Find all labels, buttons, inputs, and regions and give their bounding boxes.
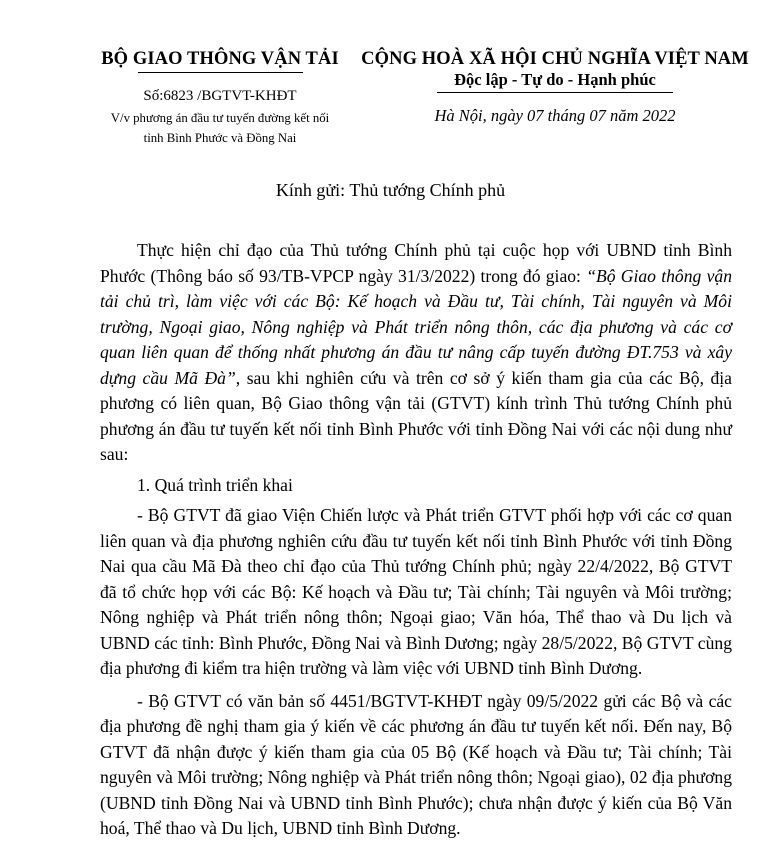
- intro-lead: Thực hiện chỉ đạo của Thủ tướng Chính phủ tại cuộc họp với UBND tỉnh Bình Phước (Thông báo số 93/TB-VPCP ngày 31/3/2022) trong đó giao:: [100, 240, 732, 286]
- national-header-block: [355, 47, 755, 126]
- subject-line-1: V/v phương án đầu tư tuyến đường kết nối: [110, 111, 330, 125]
- place-and-date: Hà Nội, ngày 07 tháng 07 năm 2022: [434, 106, 676, 125]
- bullet-paragraph-1: - Bộ GTVT đã giao Viện Chiến lược và Phát triển GTVT phối hợp với các cơ quan liên quan và địa phương nghiên cứu đầu tư tuyến kết nối tỉnh Bình Phước với tỉnh Đồng Nai qua cầu Mã Đà theo chỉ đạo của Thủ tướng Chính phủ; ngày 22/4/2022, Bộ GTVT đã tổ chức họp với các Bộ: Kế hoạch và Đầu tư; Tài chính; Tài nguyên và Môi trường; Nông nghiệp và Phát triển nông thôn; Ngoại giao; Văn hóa, Thể thao và Du lịch và UBND các tỉnh: Bình Phước, Đồng Nai và Bình Dương; ngày 28/5/2022, Bộ GTVT cùng địa phương đi kiểm tra hiện trường và làm việc với UBND tỉnh Bình Dương.: [100, 505, 732, 678]
- subject-line-2: tỉnh Bình Phước và Đồng Nai: [143, 131, 297, 145]
- intro-paragraph: [100, 238, 732, 468]
- national-motto: Độc lập - Tự do - Hạnh phúc: [454, 70, 656, 89]
- intro-tail: , sau khi nghiên cứu và trên cơ sở ý kiến tham gia của các Bộ, địa phương có liên quan, Bộ Giao thông vận tải (GTVT) kính trình Thủ tướng Chính phủ phương án đầu tư tuyến kết nối tỉnh Bình Phước với tỉnh Đồng Nai với các nội dung như sau:: [100, 367, 732, 464]
- letter-body: [100, 238, 732, 842]
- ministry-name: BỘ GIAO THÔNG VẬN TẢI: [101, 49, 339, 69]
- greeting: Kính gửi: Thủ tướng Chính phủ: [275, 180, 506, 200]
- intro-quote: “Bộ Giao thông vận tải chủ trì, làm việc với các Bộ: Kế hoạch và Đầu tư, Tài chính, Tài nguyên và Môi trường, Ngoại giao, Nông nghiệp và Phát triển nông thôn, các địa phương và các cơ quan liên quan để thống nhất phương án đầu tư nâng cấp tuyến đường ĐT.753 và xây dựng cầu Mã Đà”: [100, 265, 732, 388]
- bullet-paragraph-2: - Bộ GTVT có văn bản số 4451/BGTVT-KHĐT ngày 09/5/2022 gửi các Bộ và các địa phương đề nghị tham gia ý kiến về các phương án đầu tư tuyến kết nối. Đến nay, Bộ GTVT đã nhận được ý kiến tham gia của 05 Bộ (Kế hoạch và Đầu tư; Tài chính; Tài nguyên và Môi trường; Nông nghiệp và Phát triển nông thôn; Ngoại giao), 02 địa phương (UBND tỉnh Đồng Nai và UBND tỉnh Bình Phước); chưa nhận được ý kiến của Bộ Văn hoá, Thể thao và Du lịch, UBND tỉnh Bình Dương.: [100, 690, 732, 838]
- issuing-agency-block: [70, 47, 370, 146]
- document-number: Số:6823 /BGTVT-KHĐT: [143, 88, 297, 104]
- ministry-underline: [138, 72, 303, 73]
- country-name: CỘNG HOÀ XÃ HỘI CHỦ NGHĨA VIỆT NAM: [361, 49, 749, 69]
- section-heading: 1. Quá trình triển khai: [137, 474, 293, 495]
- motto-underline: [437, 92, 673, 93]
